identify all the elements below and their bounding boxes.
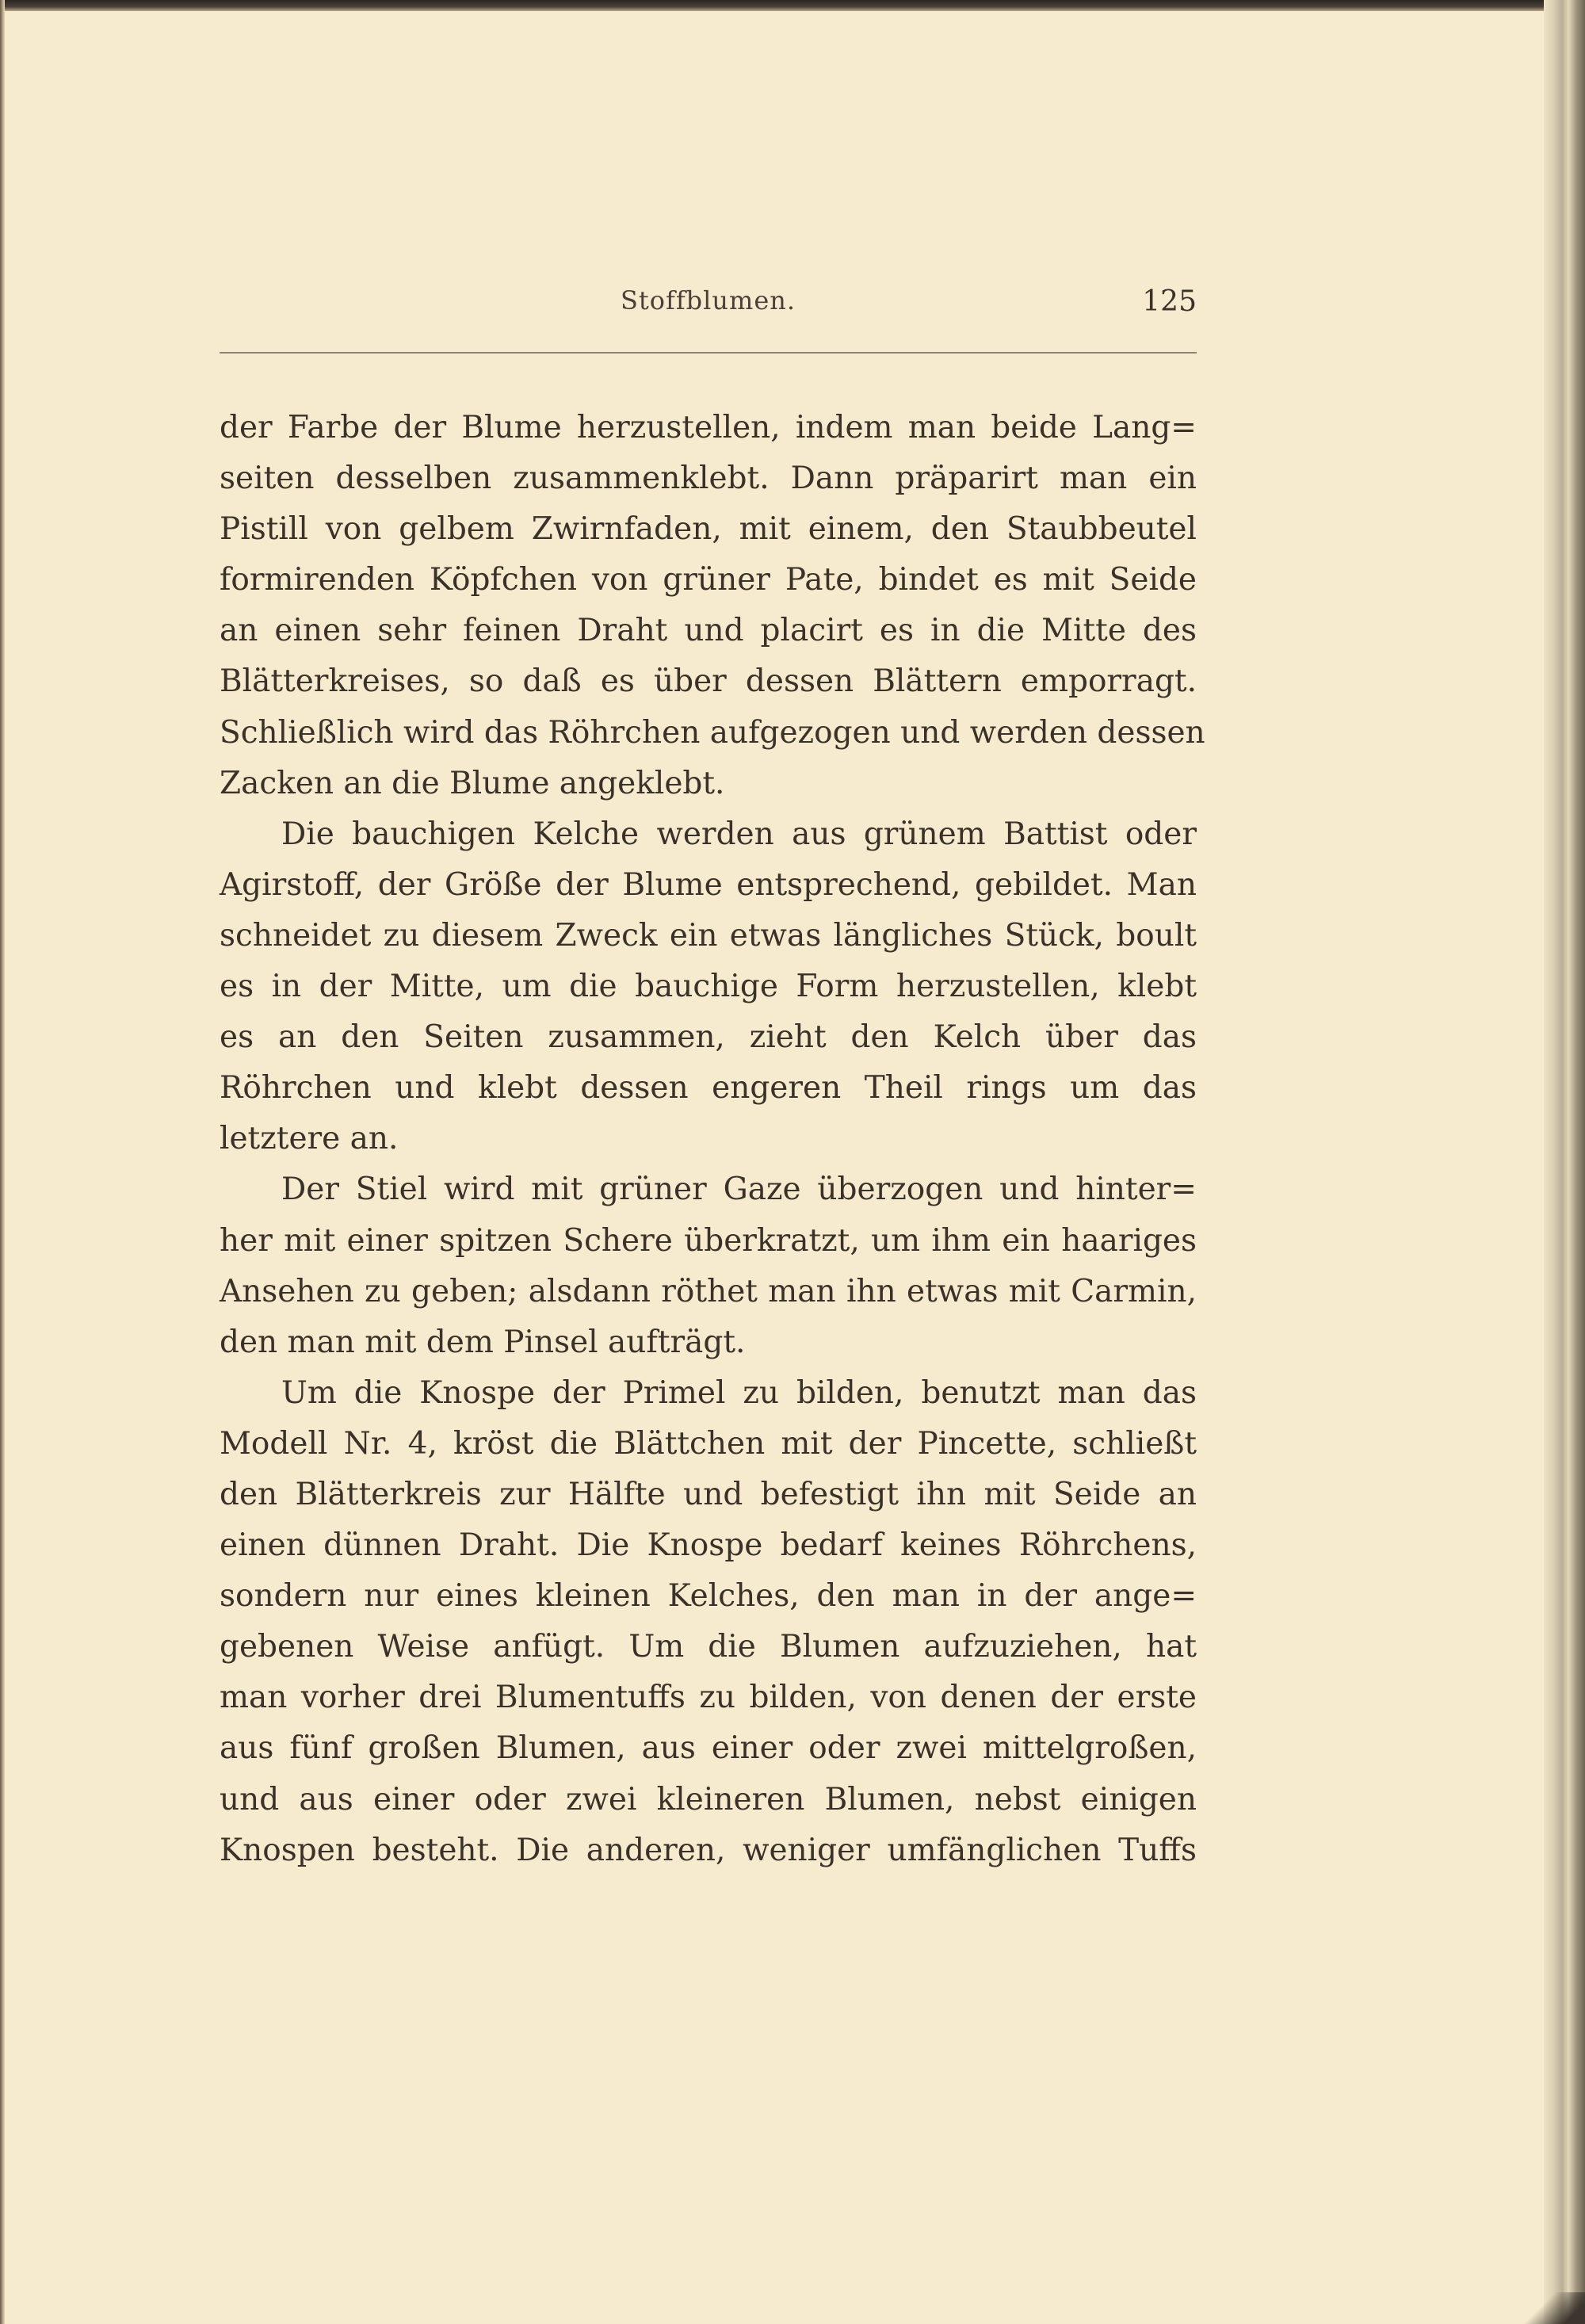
page-left-edge — [0, 0, 5, 2324]
text-line: Agirstoff, der Größe der Blume entsprechend, gebildet. Man — [220, 866, 1197, 903]
text-line: Ansehen zu geben; alsdann röthet man ihn etwas mit Carmin, — [220, 1273, 1197, 1309]
text-line: den man mit dem Pinsel aufträgt. — [220, 1324, 746, 1360]
body-text — [220, 403, 1205, 1876]
text-line: schneidet zu diesem Zweck ein etwas längliches Stück, boult — [220, 917, 1197, 954]
text-line: und aus einer oder zwei kleineren Blumen, nebst einigen — [220, 1781, 1197, 1818]
text-line: Die bauchigen Kelche werden aus grünem Battist oder — [281, 816, 1197, 852]
text-line: aus fünf großen Blumen, aus einer oder zwei mittelgroßen, — [220, 1730, 1197, 1767]
text-line: Der Stiel wird mit grüner Gaze überzogen und hinter= — [281, 1172, 1197, 1208]
text-line: Zacken an die Blume angeklebt. — [220, 765, 725, 801]
text-line: Knospen besteht. Die anderen, weniger umfänglichen Tuffs — [220, 1832, 1197, 1868]
text-line: den Blätterkreis zur Hälfte und befestigt ihn mit Seide an — [220, 1476, 1197, 1512]
text-line: Röhrchen und klebt dessen engeren Theil rings um das — [220, 1070, 1197, 1107]
text-line: einen dünnen Draht. Die Knospe bedarf keines Röhrchens, — [220, 1527, 1197, 1564]
text-line: es an den Seiten zusammen, zieht den Kelch über das — [220, 1019, 1197, 1056]
text-line: Modell Nr. 4, kröst die Blättchen mit der Pincette, schließt — [220, 1425, 1197, 1462]
text-line: Pistill von gelbem Zwirnfaden, mit einem, den Staubbeutel — [220, 511, 1197, 548]
page-corner-shadow — [1514, 2292, 1585, 2324]
text-line: formirenden Köpfchen von grüner Pate, bindet es mit Seide — [220, 562, 1197, 598]
text-line: Um die Knospe der Primel zu bilden, benutzt man das — [281, 1374, 1197, 1411]
text-line: Schließlich wird das Röhrchen aufgezogen und werden dessen — [220, 714, 1205, 751]
text-line: gebenen Weise anfügt. Um die Blumen aufzuziehen, hat — [220, 1629, 1197, 1665]
text-line: der Farbe der Blume herzustellen, indem man beide Lang= — [220, 410, 1197, 445]
text-line: seiten desselben zusammenklebt. Dann präparirt man ein — [220, 461, 1197, 497]
text-line: her mit einer spitzen Schere überkratzt, um ihm ein haariges — [220, 1222, 1197, 1259]
text-line: es in der Mitte, um die bauchige Form herzustellen, klebt — [220, 969, 1197, 1005]
text-line: Blätterkreises, so daß es über dessen Blättern emporragt. — [220, 663, 1197, 700]
header-rule — [220, 352, 1197, 354]
text-line: man vorher drei Blumentuffs zu bilden, von denen der erste — [220, 1680, 1197, 1716]
page-number: 125 — [1142, 285, 1197, 318]
running-head-title: Stoffblumen. — [620, 285, 796, 315]
page-top-edge — [0, 0, 1585, 11]
text-line: sondern nur eines kleinen Kelches, den man in der ange= — [220, 1578, 1197, 1615]
page-stack-edge — [1544, 0, 1585, 2324]
text-line: an einen sehr feinen Draht und placirt es in die Mitte des — [220, 613, 1197, 649]
running-head — [220, 285, 1197, 325]
text-line: letztere an. — [220, 1121, 399, 1157]
